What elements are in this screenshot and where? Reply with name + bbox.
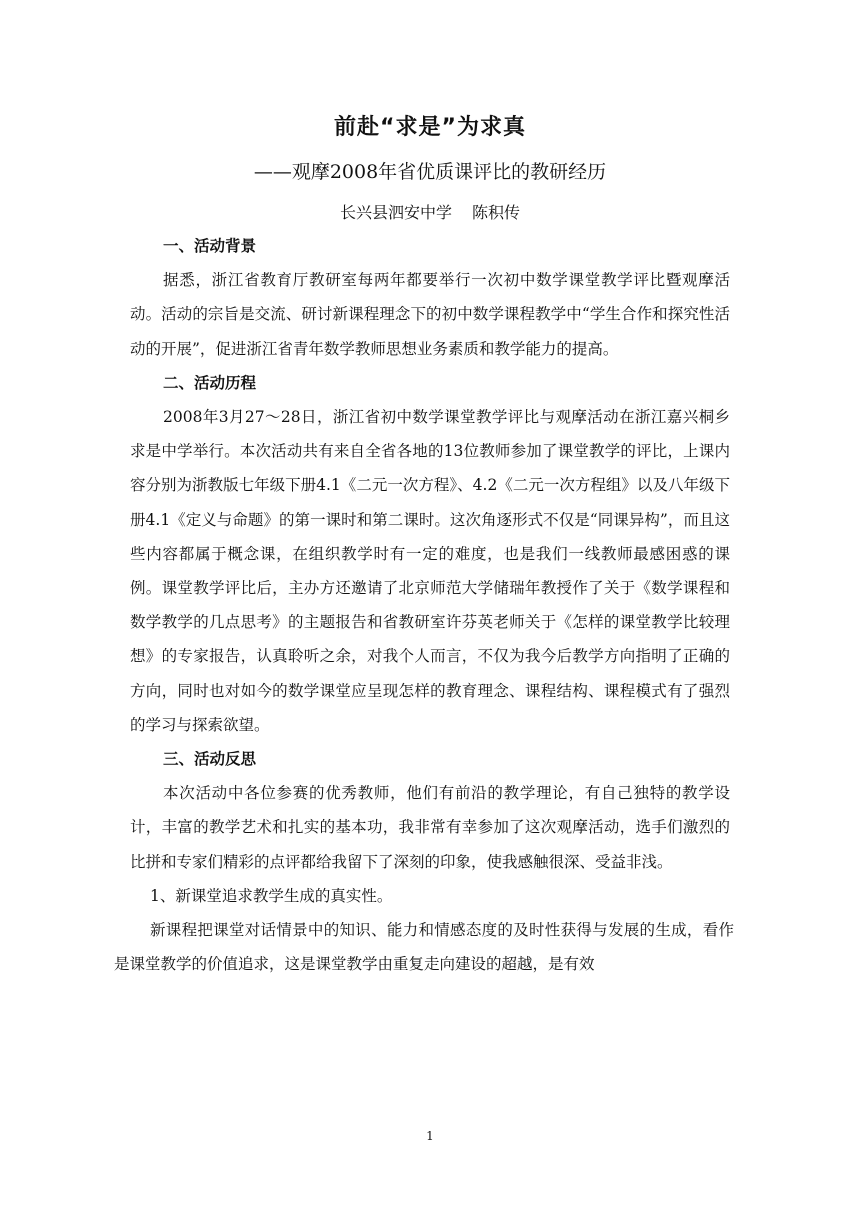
- section-heading-background: 一、活动背景: [163, 237, 257, 255]
- document-title: 前赴“求是”为求真: [334, 115, 526, 140]
- reflection-subheading: 1、新课堂追求教学生成的真实性。: [150, 886, 393, 905]
- paragraph-new-classroom: 新课程把课堂对话情景中的知识、能力和情感态度的及时性获得与发展的生成，看作是课堂教学的价值追求，这是课堂教学由重复走向建设的超越，是有效: [114, 921, 734, 974]
- document-subtitle: ——观摩2008年省优质课评比的教研经历: [253, 161, 607, 183]
- section-heading-reflection: 三、活动反思: [163, 750, 257, 769]
- document-body: [114, 229, 734, 981]
- paragraph-reflection: 本次活动中各位参赛的优秀教师，他们有前沿的教学理论，有自己独特的教学设计，丰富的教学艺术和扎实的基本功，我非常有幸参加了这次观摩活动，选手们激烈的比拼和专家们精彩的点评都给我留下了深刻的印象，使我感触很深、受益非浅。: [130, 784, 730, 871]
- paragraph-background: 据悉，浙江省教育厅教研室每两年都要举行一次初中数学课堂教学评比暨观摩活动。活动的宗旨是交流、研讨新课程理念下的初中数学课程教学中“学生合作和探究性活动的开展”，促进浙江省青年数学教师思想业务素质和教学能力的提高。: [130, 271, 730, 358]
- author-school: 长兴县泗安中学: [339, 203, 452, 222]
- section-heading-process: 二、活动历程: [163, 373, 257, 392]
- page-number: 1: [426, 1129, 434, 1143]
- author-name: 陈积传: [472, 203, 521, 222]
- paragraph-process: 2008年3月27～28日，浙江省初中数学课堂教学评比与观摩活动在浙江嘉兴桐乡求是中学举行。本次活动共有来自全省各地的13位教师参加了课堂教学的评比，上课内容分别为浙教版七年级下册4.1《二元一次方程》、4.2《二元一次方程组》以及八年级下册4.1《定义与命题》的第一课时和第二课时。这次角逐形式不仅是“同课异构”，而且这些内容都属于概念课，在组织教学时有一定的难度，也是我们一线教师最感困惑的课例。课堂教学评比后，主办方还邀请了北京师范大学储瑞年教授作了关于《数学课程和数学教学的几点思考》的主题报告和省教研室许芬英老师关于《怎样的课堂教学比较理想》的专家报告，认真聆听之余，对我个人而言，不仅为我今后教学方向指明了正确的方向，同时也对如今的数学课堂应呈现怎样的教育理念、课程结构、课程模式有了强烈的学习与探索欲望。: [130, 408, 730, 734]
- author-line: [0, 199, 860, 227]
